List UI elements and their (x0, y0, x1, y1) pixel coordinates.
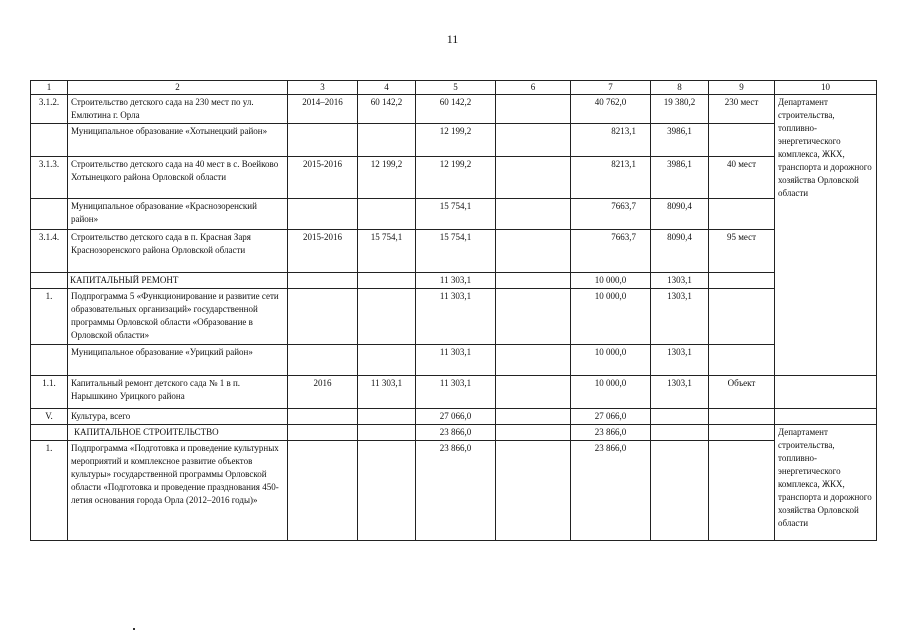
row-number (31, 199, 68, 230)
section-title: КАПИТАЛЬНОЕ СТРОИТЕЛЬСТВО (68, 425, 288, 441)
header-cell: 9 (709, 81, 775, 95)
row-col7: 10 000,0 (571, 273, 651, 289)
row-col6 (496, 345, 571, 376)
row-name: Строительство детского сада на 40 мест в с. Воейково Хотынецкого района Орловской области (68, 157, 288, 199)
row-capacity (709, 441, 775, 541)
row-period: 2016 (288, 376, 358, 409)
row-col7: 7663,7 (571, 199, 651, 230)
table-row (31, 345, 877, 376)
row-period (288, 289, 358, 345)
header-cell: 6 (496, 81, 571, 95)
row-col8: 3986,1 (651, 124, 709, 157)
row-capacity (709, 199, 775, 230)
row-total-cost: 15 754,1 (358, 230, 416, 273)
row-col6 (496, 95, 571, 124)
row-col8: 3986,1 (651, 157, 709, 199)
row-capacity (709, 425, 775, 441)
row-funding: 23 866,0 (416, 425, 496, 441)
row-col6 (496, 409, 571, 425)
table-row (31, 95, 877, 124)
row-col6 (496, 230, 571, 273)
row-total-cost: 60 142,2 (358, 95, 416, 124)
row-period (288, 441, 358, 541)
table-row (31, 124, 877, 157)
row-number: 3.1.3. (31, 157, 68, 199)
row-name: Строительство детского сада на 230 мест по ул. Емлютина г. Орла (68, 95, 288, 124)
row-col8: 1303,1 (651, 345, 709, 376)
row-number (31, 425, 68, 441)
row-funding: 60 142,2 (416, 95, 496, 124)
header-cell: 7 (571, 81, 651, 95)
row-col7: 23 866,0 (571, 425, 651, 441)
row-name: Культура, всего (68, 409, 288, 425)
row-capacity (709, 124, 775, 157)
row-col8: 1303,1 (651, 376, 709, 409)
row-period (288, 199, 358, 230)
row-col6 (496, 289, 571, 345)
row-total-cost: 11 303,1 (358, 376, 416, 409)
row-number: 1. (31, 441, 68, 541)
row-funding: 12 199,2 (416, 157, 496, 199)
empty-cell (775, 376, 877, 409)
row-funding: 11 303,1 (416, 289, 496, 345)
row-period: 2014–2016 (288, 95, 358, 124)
row-name: Капитальный ремонт детского сада № 1 в п. Нарышкино Урицкого района (68, 376, 288, 409)
row-period (288, 409, 358, 425)
row-col8: 1303,1 (651, 289, 709, 345)
row-col6 (496, 124, 571, 157)
row-total-cost (358, 199, 416, 230)
section-row (31, 409, 877, 425)
department-cell: Департамент строительства, топливно-энергетического комплекса, ЖКХ, транспорта и дорожного хозяйства Орловской области (775, 425, 877, 541)
row-total-cost (358, 409, 416, 425)
row-col7: 23 866,0 (571, 441, 651, 541)
section-row (31, 425, 877, 441)
row-funding: 23 866,0 (416, 441, 496, 541)
table-row (31, 441, 877, 541)
row-period (288, 345, 358, 376)
table-row (31, 376, 877, 409)
row-funding: 11 303,1 (416, 273, 496, 289)
row-number: 3.1.4. (31, 230, 68, 273)
row-period: 2015-2016 (288, 230, 358, 273)
row-total-cost (358, 441, 416, 541)
row-col7: 8213,1 (571, 157, 651, 199)
row-name: Подпрограмма «Подготовка и проведение культурных мероприятий и комплексное развитие объектов культуры» государственной программы Орловской области «Подготовка и проведение празднования 450-летия основания города Орла (2012–2016 годы)» (68, 441, 288, 541)
row-number (31, 273, 68, 289)
row-funding: 15 754,1 (416, 199, 496, 230)
row-total-cost (358, 425, 416, 441)
row-capacity: Объект (709, 376, 775, 409)
row-capacity (709, 345, 775, 376)
row-capacity: 40 мест (709, 157, 775, 199)
row-period (288, 273, 358, 289)
row-number (31, 124, 68, 157)
row-col8 (651, 409, 709, 425)
row-col6 (496, 157, 571, 199)
row-funding: 12 199,2 (416, 124, 496, 157)
section-title: КАПИТАЛЬНЫЙ РЕМОНТ (68, 273, 288, 289)
row-period: 2015-2016 (288, 157, 358, 199)
row-col6 (496, 425, 571, 441)
row-total-cost (358, 124, 416, 157)
row-name: Строительство детского сада в п. Красная Заря Краснозоренского района Орловской области (68, 230, 288, 273)
page-number: 11 (446, 32, 459, 46)
row-capacity: 95 мест (709, 230, 775, 273)
row-total-cost (358, 289, 416, 345)
row-col7: 10 000,0 (571, 345, 651, 376)
table-row (31, 289, 877, 345)
row-col8: 8090,4 (651, 230, 709, 273)
row-col7: 8213,1 (571, 124, 651, 157)
row-number: V. (31, 409, 68, 425)
row-period (288, 425, 358, 441)
header-cell: 1 (31, 81, 68, 95)
row-total-cost (358, 273, 416, 289)
row-number: 1. (31, 289, 68, 345)
row-col8: 1303,1 (651, 273, 709, 289)
row-col8: 8090,4 (651, 199, 709, 230)
empty-cell (775, 409, 877, 425)
row-funding: 11 303,1 (416, 376, 496, 409)
row-name: Муниципальное образование «Краснозоренский район» (68, 199, 288, 230)
header-cell: 8 (651, 81, 709, 95)
table-row (31, 230, 877, 273)
header-cell: 5 (416, 81, 496, 95)
row-col8: 19 380,2 (651, 95, 709, 124)
row-col8 (651, 425, 709, 441)
row-name: Подпрограмма 5 «Функционирование и развитие сети образовательных организаций» государственной программы Орловской области «Образование в Орловской области» (68, 289, 288, 345)
row-col7: 40 762,0 (571, 95, 651, 124)
budget-table (30, 80, 877, 541)
row-funding: 15 754,1 (416, 230, 496, 273)
row-col6 (496, 273, 571, 289)
table-row (31, 157, 877, 199)
scan-mark (133, 628, 135, 630)
row-col7: 10 000,0 (571, 376, 651, 409)
row-col7: 7663,7 (571, 230, 651, 273)
row-col6 (496, 441, 571, 541)
row-total-cost: 12 199,2 (358, 157, 416, 199)
row-col8 (651, 441, 709, 541)
row-col6 (496, 376, 571, 409)
row-name: Муниципальное образование «Урицкий район» (68, 345, 288, 376)
header-cell: 2 (68, 81, 288, 95)
row-name: Муниципальное образование «Хотынецкий район» (68, 124, 288, 157)
table-row (31, 199, 877, 230)
row-col7: 27 066,0 (571, 409, 651, 425)
row-funding: 27 066,0 (416, 409, 496, 425)
row-col6 (496, 199, 571, 230)
row-number (31, 345, 68, 376)
row-capacity: 230 мест (709, 95, 775, 124)
department-cell: Департамент строительства, топливно-энергетического комплекса, ЖКХ, транспорта и дорожного хозяйства Орловской области (775, 95, 877, 376)
row-capacity (709, 289, 775, 345)
header-cell: 3 (288, 81, 358, 95)
row-funding: 11 303,1 (416, 345, 496, 376)
row-number: 1.1. (31, 376, 68, 409)
header-row (31, 81, 877, 95)
row-period (288, 124, 358, 157)
section-row (31, 273, 877, 289)
row-col7: 10 000,0 (571, 289, 651, 345)
row-capacity (709, 409, 775, 425)
header-cell: 4 (358, 81, 416, 95)
row-total-cost (358, 345, 416, 376)
row-number: 3.1.2. (31, 95, 68, 124)
header-cell: 10 (775, 81, 877, 95)
row-capacity (709, 273, 775, 289)
